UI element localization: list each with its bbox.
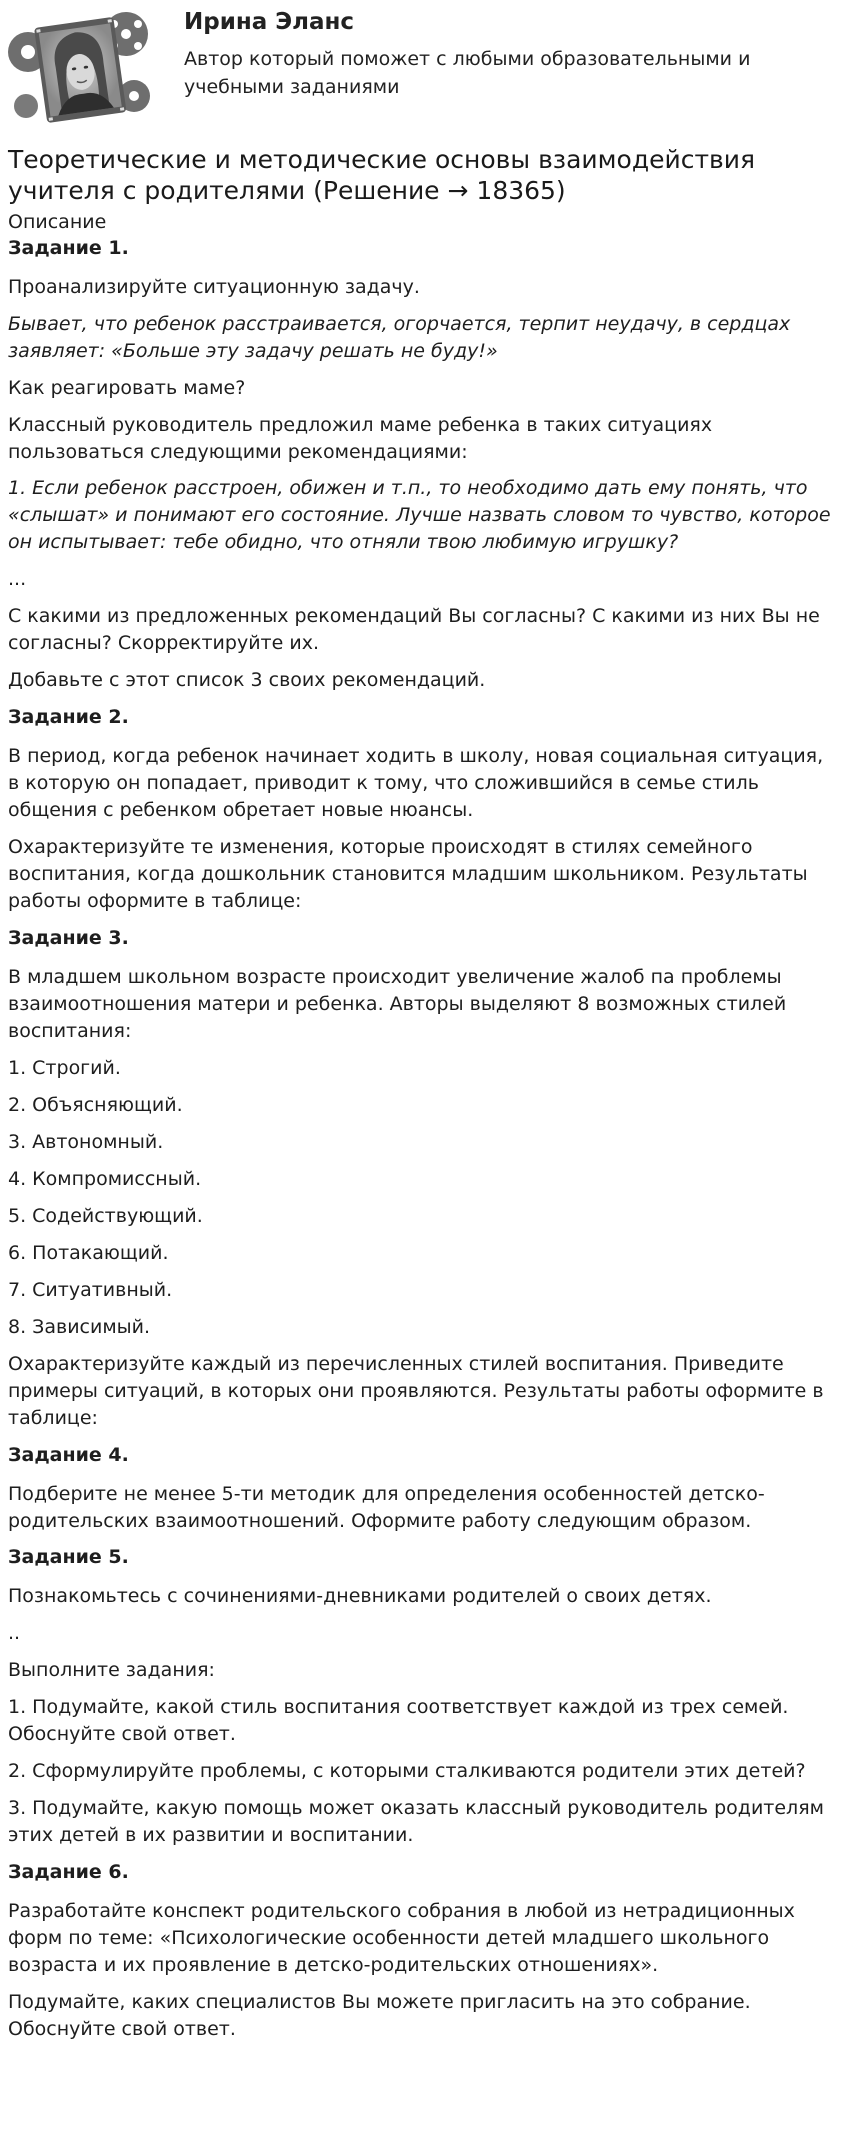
style-list-item: 8. Зависимый.	[8, 1315, 151, 1338]
task-5-heading: Задание 5.	[8, 1546, 129, 1569]
task-1-paragraph: Добавьте с этот список 3 своих рекомендаций.	[8, 669, 486, 692]
task-2-paragraph: Охарактеризуйте те изменения, которые происходят в стилях семейного воспитания, когда дошкольник становится младшим школьником. Результаты работы оформите в таблице:	[8, 836, 808, 913]
task-2-heading: Задание 2.	[8, 706, 129, 729]
style-list-item: 1. Строгий.	[8, 1056, 121, 1079]
task-5-paragraph: Познакомьтесь с сочинениями-дневниками родителей о своих детях.	[8, 1585, 712, 1608]
author-name[interactable]: Ирина Эланс	[184, 9, 355, 35]
author-description: Автор который поможет с любыми образовательными и учебными заданиями	[184, 48, 751, 98]
task-1-paragraph: Как реагировать маме?	[8, 376, 246, 399]
task-5-paragraph: Выполните задания:	[8, 1659, 215, 1682]
task-5	[8, 1544, 839, 1849]
style-list-item: 3. Автономный.	[8, 1130, 164, 1153]
task-4-paragraph: Подберите не менее 5-ти методик для определения особенностей детско-родительских взаимоотношений. Оформите работу следующим образом.	[8, 1482, 765, 1532]
task-3-heading: Задание 3.	[8, 927, 129, 950]
task-1-paragraph: С какими из предложенных рекомендаций Вы согласны? С какими из них Вы не согласны? Скорректируйте их.	[8, 605, 820, 655]
task-3	[8, 925, 839, 1432]
task-1-quote: Бывает, что ребенок расстраивается, огорчается, терпит неудачу, в сердцах заявляет: «Больше эту задачу решать не буду!»	[8, 312, 791, 362]
task-2-paragraph: В период, когда ребенок начинает ходить в школу, новая социальная ситуация, в которую он попадает, приводит к тому, что сложившийся в семье стиль общения с ребенком обретает новые нюансы.	[8, 745, 824, 822]
task-6-paragraph: Подумайте, каких специалистов Вы можете пригласить на это собрание. Обоснуйте свой ответ.	[8, 1991, 751, 2041]
task-6	[8, 1859, 839, 2043]
task-1-recommendation: 1. Если ребенок расстроен, обижен и т.п., то необходимо дать ему понять, что «слышат» и понимают его состояние. Лучше назвать словом то чувство, которое он испытывает: тебе обидно, что отняли твою любимую игрушку?	[8, 477, 831, 554]
task-5-paragraph: 2. Сформулируйте проблемы, с которыми сталкиваются родители этих детей?	[8, 1760, 806, 1783]
style-list-item: 4. Компромиссный.	[8, 1167, 202, 1190]
task-1-heading: Задание 1.	[8, 236, 129, 259]
task-3-paragraph: Охарактеризуйте каждый из перечисленных стилей воспитания. Приведите примеры ситуаций, в которых они проявляются. Результаты работы оформите в таблице:	[8, 1352, 824, 1429]
style-list-item: 2. Объясняющий.	[8, 1093, 183, 1116]
task-5-paragraph: 3. Подумайте, какую помощь может оказать классный руководитель родителям этих детей в их развитии и воспитании.	[8, 1797, 824, 1847]
style-list-item: 7. Ситуативный.	[8, 1278, 173, 1301]
style-list-item: 5. Содействующий.	[8, 1204, 203, 1227]
task-1-paragraph: Классный руководитель предложил маме ребенка в таких ситуациях пользоваться следующими рекомендациями:	[8, 413, 713, 463]
task-6-paragraph: Разработайте конспект родительского собрания в любой из нетрадиционных форм по теме: «Психологические особенности детей младшего школьного возраста и их проявление в детско-родительских отношениях».	[8, 1900, 795, 1977]
task-6-heading: Задание 6.	[8, 1861, 129, 1884]
task-1-paragraph: Проанализируйте ситуационную задачу.	[8, 275, 420, 298]
task-4-heading: Задание 4.	[8, 1443, 129, 1466]
task-2	[8, 704, 839, 915]
task-5-paragraph: 1. Подумайте, какой стиль воспитания соответствует каждой из трех семей. Обоснуйте свой ответ.	[8, 1696, 789, 1746]
task-4	[8, 1442, 839, 1535]
task-3-paragraph: В младшем школьном возрасте происходит увеличение жалоб па проблемы взаимоотношения матери и ребенка. Авторы выделяют 8 возможных стилей воспитания:	[8, 966, 787, 1042]
author-photo-icon[interactable]	[6, 8, 154, 126]
task-5-ellipsis: ..	[8, 1622, 21, 1645]
description-label: Описание	[8, 211, 107, 233]
main-content	[0, 144, 847, 2043]
task-1-ellipsis: ...	[8, 568, 27, 591]
task-1	[8, 235, 839, 695]
author-header	[0, 0, 847, 130]
style-list-item: 6. Потакающий.	[8, 1241, 169, 1264]
page-title: Теоретические и методические основы взаимодействия учителя с родителями (Решение → 18365)	[8, 145, 756, 205]
